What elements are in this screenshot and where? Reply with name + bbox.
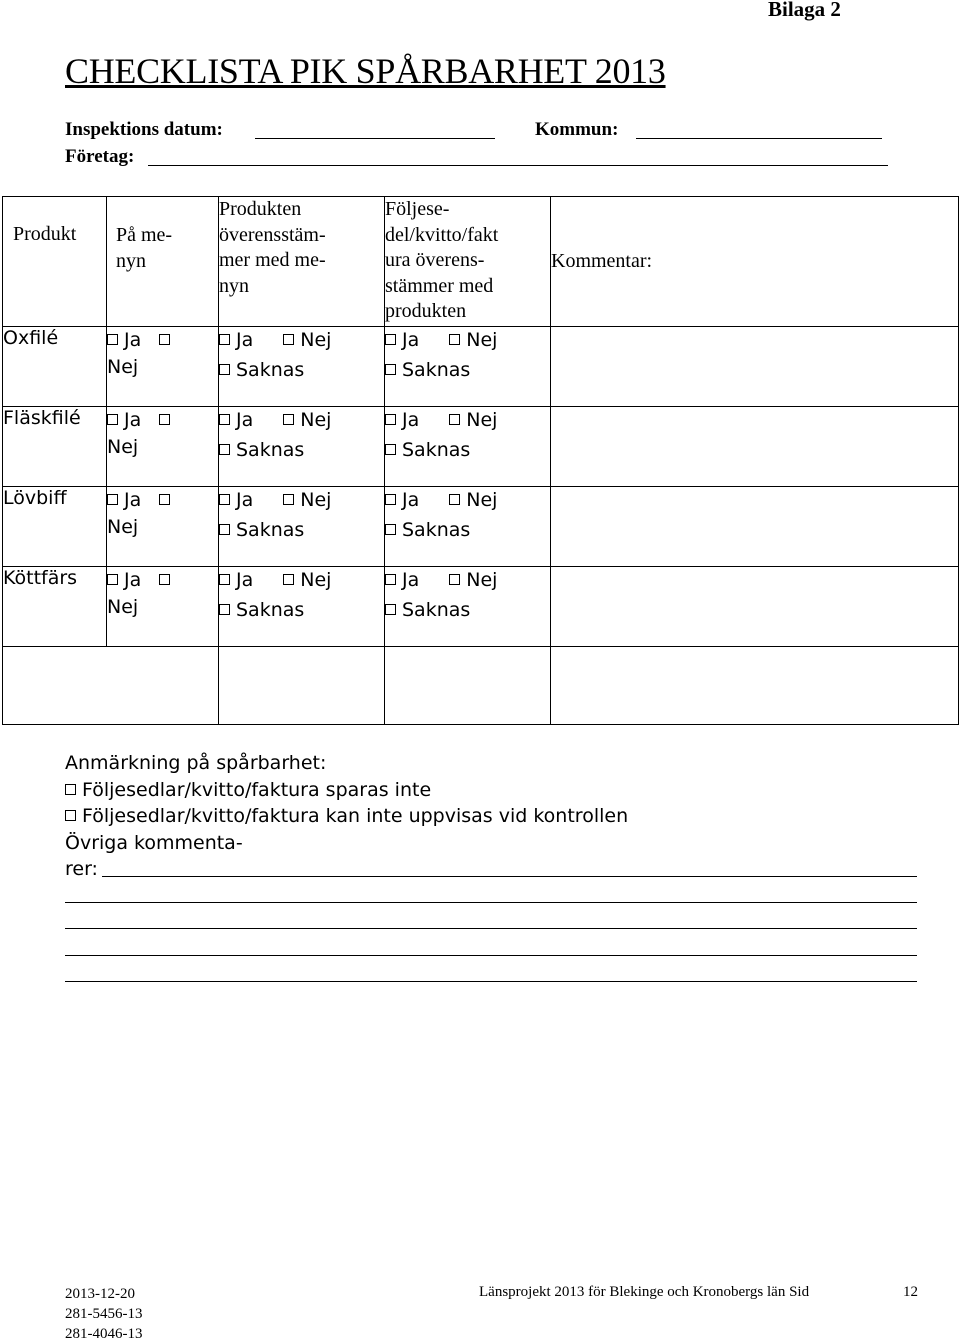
table-row [3,567,959,647]
checkbox-ja[interactable] [219,334,230,345]
inspection-date-field[interactable] [255,138,495,139]
other-comments-line[interactable] [65,928,917,929]
menu-options: Ja Nej [107,327,219,407]
other-comments-line[interactable] [102,876,917,877]
inspection-date-label: Inspektions datum: [65,119,223,140]
table-header-row [3,197,959,327]
other-comments-line[interactable] [65,955,917,956]
header-kommentar: Kommentar: [551,197,959,327]
menu-options: Ja Nej [107,487,219,567]
checkbox-saknas[interactable] [219,364,230,375]
checklist-table [2,196,959,725]
checkbox-nej[interactable] [449,574,460,585]
checkbox-ja[interactable] [219,414,230,425]
product-match-options: Ja Nej Saknas [219,567,385,647]
other-comments-label-cont: rer: [65,858,98,880]
checkbox-ja[interactable] [219,574,230,585]
municipality-field[interactable] [636,138,882,139]
checkbox-not-saved[interactable] [65,784,76,795]
receipt-match-options: Ja Nej Saknas [385,487,551,567]
checkbox-saknas[interactable] [219,524,230,535]
product-match-options: Ja Nej Saknas [219,327,385,407]
checkbox-nej[interactable] [283,494,294,505]
footer-refs [65,1284,143,1344]
comment-cell[interactable] [551,567,959,647]
header-produkten-overensstammer: Produkten överensstäm- mer med me- nyn [219,197,385,327]
checkbox-saknas[interactable] [219,604,230,615]
footer-page-number: 12 [903,1284,918,1300]
header-foljesedel: Följese- del/kvitto/fakt ura överens- stämmer med produkten [385,197,551,327]
other-comments-line[interactable] [65,981,917,982]
other-comments-label: Övriga kommenta- [65,831,243,854]
header-pa-menyn: På me- nyn [107,197,219,327]
checkbox-ja[interactable] [107,334,118,345]
checkbox-saknas[interactable] [219,444,230,455]
page-title: CHECKLISTA PIK SPÅRBARHET 2013 [65,51,666,91]
menu-options: Ja Nej [107,407,219,487]
table-row [3,487,959,567]
remarks-heading: Anmärkning på spårbarhet: [65,752,327,774]
product-name: Köttfärs [3,567,107,647]
checkbox-ja[interactable] [107,574,118,585]
checkbox-nej[interactable] [283,334,294,345]
product-name: Oxfilé [3,327,107,407]
footer-ref: 281-5456-13 [65,1306,143,1322]
checkbox-nej[interactable] [449,494,460,505]
empty-cell[interactable] [385,647,551,725]
appendix-label: Bilaga 2 [768,0,841,21]
checkbox-nej[interactable] [159,334,170,345]
footer-ref: 281-4046-13 [65,1326,143,1342]
receipt-match-options: Ja Nej Saknas [385,567,551,647]
checkbox-saknas[interactable] [385,444,396,455]
checkbox-saknas[interactable] [385,364,396,375]
checkbox-nej[interactable] [449,334,460,345]
footer-date: 2013-12-20 [65,1286,135,1302]
other-comments-line[interactable] [65,902,917,903]
comment-cell[interactable] [551,327,959,407]
remarks-section [65,750,628,883]
checkbox-ja[interactable] [385,574,396,585]
receipt-match-options: Ja Nej Saknas [385,327,551,407]
product-match-options: Ja Nej Saknas [219,487,385,567]
menu-options: Ja Nej [107,567,219,647]
receipt-match-options: Ja Nej Saknas [385,407,551,487]
checkbox-nej[interactable] [283,574,294,585]
checkbox-ja[interactable] [219,494,230,505]
product-name: Lövbiff [3,487,107,567]
empty-cell[interactable] [551,647,959,725]
checkbox-saknas[interactable] [385,604,396,615]
header-produkt: Produkt [3,197,107,327]
checkbox-ja[interactable] [385,494,396,505]
product-name: Fläskfilé [3,407,107,487]
checkbox-nej[interactable] [283,414,294,425]
checkbox-nej[interactable] [159,574,170,585]
checkbox-nej[interactable] [449,414,460,425]
checkbox-ja[interactable] [107,414,118,425]
empty-cell[interactable] [219,647,385,725]
checkbox-ja[interactable] [107,494,118,505]
footer-project: Länsprojekt 2013 för Blekinge och Kronobergs län Sid [479,1284,810,1300]
table-row [3,407,959,487]
product-match-options: Ja Nej Saknas [219,407,385,487]
comment-cell[interactable] [551,407,959,487]
comment-cell[interactable] [551,487,959,567]
checkbox-ja[interactable] [385,334,396,345]
checkbox-ja[interactable] [385,414,396,425]
remark-option-not-saved: Följesedlar/kvitto/faktura sparas inte [82,778,432,801]
table-row-empty [3,647,959,725]
checkbox-saknas[interactable] [385,524,396,535]
empty-cell[interactable] [3,647,219,725]
company-field[interactable] [148,165,888,166]
checkbox-nej[interactable] [159,494,170,505]
checkbox-nej[interactable] [159,414,170,425]
municipality-label: Kommun: [535,119,619,140]
checkbox-not-shown[interactable] [65,810,76,821]
remark-option-not-shown: Följesedlar/kvitto/faktura kan inte uppvisas vid kontrollen [82,805,629,827]
table-row [3,327,959,407]
company-label: Företag: [65,146,135,167]
